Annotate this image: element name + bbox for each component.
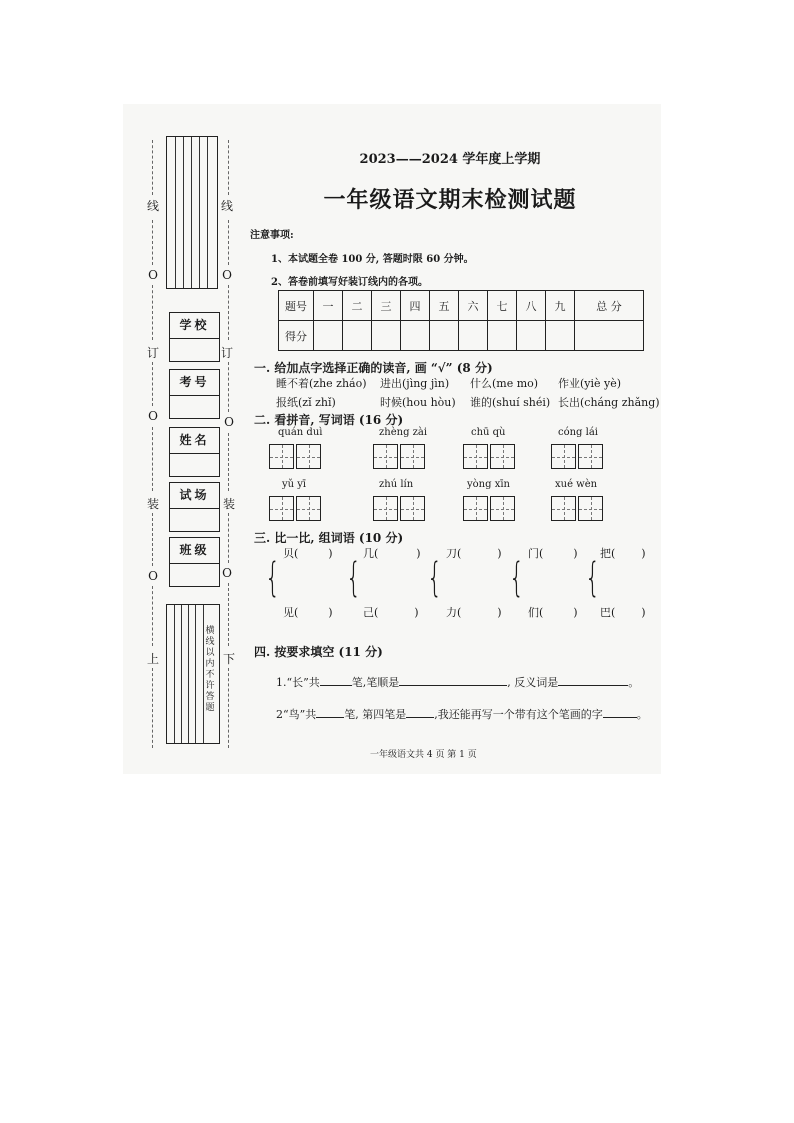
word-blank[interactable] [283, 545, 333, 561]
brace-icon: { [265, 555, 281, 601]
writing-grid[interactable] [463, 496, 517, 521]
binding-char: O [148, 569, 158, 583]
pinyin-label: xué wèn [555, 479, 598, 490]
section-3-title: 三. 比一比, 组词语 (10 分) [254, 531, 404, 545]
school-field-label: 学校 [170, 313, 219, 339]
pronunciation-choice[interactable]: 什么(me mo) [470, 377, 539, 390]
word-blank[interactable] [446, 604, 502, 620]
section-2-title: 二. 看拼音, 写词语 (16 分) [254, 413, 404, 427]
word-blank[interactable] [600, 545, 646, 561]
score-input-cell[interactable] [401, 321, 430, 351]
binding-char: O [222, 566, 232, 580]
class-field[interactable] [169, 537, 220, 587]
note-char: 线 [205, 637, 215, 647]
section-1-title: 一. 给加点字选择正确的读音, 画 “√” (8 分) [254, 361, 493, 375]
fill-text: , 反义词是 [507, 676, 559, 689]
binding-dashed-line [228, 362, 229, 412]
word-char: 把( [600, 547, 616, 560]
word-char: 见( [283, 606, 299, 619]
paren-close: ) [641, 547, 646, 560]
paren-close: ) [328, 547, 333, 560]
pinyin-label: cóng lái [558, 427, 598, 438]
note-char: 答 [205, 692, 215, 702]
score-table-score-row [279, 321, 644, 351]
table-cell: 四 [401, 291, 430, 321]
word-blank[interactable] [446, 545, 502, 561]
fill-line-2 [276, 705, 648, 722]
pronunciation-choice[interactable]: 时候(hou hòu) [380, 396, 456, 409]
table-cell: 总 分 [575, 291, 644, 321]
fill-blank[interactable] [320, 673, 352, 686]
word-blank[interactable] [600, 604, 646, 620]
fill-text: 笔,笔顺是 [351, 676, 400, 689]
brace-icon: { [509, 555, 525, 601]
brace-icon: { [427, 555, 443, 601]
word-blank[interactable] [528, 604, 578, 620]
brace-icon: { [585, 555, 601, 601]
binding-dashed-line [152, 285, 153, 340]
word-char: 己( [363, 606, 379, 619]
word-blank[interactable] [363, 545, 421, 561]
term-heading: 2023——2024 学年度上学期 [359, 152, 541, 167]
word-char: 巴( [600, 606, 616, 619]
word-char: 力( [446, 606, 462, 619]
paren-close: ) [641, 606, 646, 619]
binding-dashed-line [228, 140, 229, 195]
score-input-cell[interactable] [488, 321, 517, 351]
name-field-label: 姓名 [170, 428, 219, 454]
fill-blank[interactable] [406, 705, 434, 718]
pronunciation-choice[interactable]: 睡不着(zhe zháo) [276, 377, 367, 390]
pronunciation-choice[interactable]: 进出(jìng jìn) [380, 377, 450, 390]
binding-dashed-line [228, 668, 229, 748]
word-blank[interactable] [528, 545, 578, 561]
score-input-cell[interactable] [314, 321, 343, 351]
binding-dashed-line [228, 513, 229, 563]
class-field-label: 班级 [170, 538, 219, 564]
fill-blank[interactable] [558, 673, 628, 686]
exam-room-field-label: 试场 [170, 483, 219, 509]
fill-line-1 [276, 673, 639, 690]
score-input-cell[interactable] [546, 321, 575, 351]
exam-room-field[interactable] [169, 482, 220, 532]
binding-dashed-line [152, 513, 153, 566]
pinyin-label: chū qù [471, 427, 506, 438]
writing-grid[interactable] [269, 496, 323, 521]
binding-char: 装 [146, 497, 159, 511]
paren-close: ) [416, 547, 421, 560]
word-char: 刀( [446, 547, 462, 560]
binding-char: 上 [146, 652, 159, 666]
binding-dashed-line [152, 668, 153, 748]
binding-dashed-line [152, 220, 153, 265]
binding-dashed-line [152, 362, 153, 406]
table-cell: 九 [546, 291, 575, 321]
word-blank[interactable] [283, 604, 333, 620]
writing-grid[interactable] [373, 444, 427, 469]
score-input-cell[interactable] [459, 321, 488, 351]
writing-grid[interactable] [551, 444, 605, 469]
binding-char: 订 [220, 346, 233, 360]
binding-char: 下 [222, 652, 235, 666]
exam-number-field[interactable] [169, 369, 220, 419]
paren-close: ) [497, 606, 502, 619]
binding-dashed-line [152, 140, 153, 195]
score-input-cell[interactable] [372, 321, 401, 351]
table-cell: 得分 [279, 321, 314, 351]
exam-number-field-label: 考号 [170, 370, 219, 396]
score-input-cell[interactable] [517, 321, 546, 351]
section-4-title: 四. 按要求填空 (11 分) [254, 645, 383, 659]
table-cell: 五 [430, 291, 459, 321]
table-cell: 六 [459, 291, 488, 321]
paren-close: ) [573, 547, 578, 560]
pinyin-label: zhèng zài [379, 427, 428, 438]
school-field[interactable] [169, 312, 220, 362]
pinyin-label: yǔ yī [282, 479, 307, 490]
note-char: 以 [205, 648, 215, 658]
score-table-header-row [279, 291, 644, 321]
brace-icon: { [346, 555, 362, 601]
binding-dashed-line [228, 583, 229, 646]
fill-text: 笔, 第四笔是 [344, 708, 407, 721]
writing-grid[interactable] [551, 496, 605, 521]
pronunciation-choice[interactable]: 谁的(shuí shéi) [470, 396, 551, 409]
binding-char: 订 [146, 346, 159, 360]
word-char: 贝( [283, 547, 299, 560]
notice-item: 1、本试题全卷 100 分, 答题时限 60 分钟。 [271, 254, 474, 265]
note-char: 许 [205, 681, 215, 691]
notice-item: 2、答卷前填写好装订线内的各项。 [271, 277, 428, 288]
binding-char: O [222, 268, 232, 282]
word-char: 门( [528, 547, 544, 560]
binding-dashed-line [228, 433, 229, 491]
note-char: 内 [205, 659, 215, 669]
score-input-cell[interactable] [575, 321, 644, 351]
fill-text: 。 [636, 708, 648, 721]
binding-dashed-line [152, 586, 153, 646]
paren-close: ) [573, 606, 578, 619]
fill-blank[interactable] [399, 673, 507, 686]
pronunciation-choice[interactable]: 长出(cháng zhǎng) [558, 396, 660, 409]
pronunciation-choice[interactable]: 报纸(zǐ zhǐ) [276, 396, 336, 409]
binding-dashed-line [228, 285, 229, 340]
binding-char: 装 [222, 497, 235, 511]
binding-dashed-line [228, 220, 229, 265]
fill-text: ,我还能再写一个带有这个笔画的字 [434, 708, 603, 721]
table-cell: 七 [488, 291, 517, 321]
word-char: 们( [528, 606, 544, 619]
paren-close: ) [497, 547, 502, 560]
pinyin-label: zhú lín [379, 479, 414, 490]
paren-close: ) [414, 606, 419, 619]
pronunciation-choice[interactable]: 作业(yiè yè) [558, 377, 622, 390]
binding-dashed-line [152, 427, 153, 491]
binding-char: 线 [220, 199, 233, 213]
binding-char: O [224, 415, 234, 429]
binding-char: O [148, 268, 158, 282]
note-char: 不 [205, 670, 215, 680]
score-input-cell[interactable] [430, 321, 459, 351]
notice-heading: 注意事项: [250, 230, 294, 241]
fill-blank[interactable] [603, 705, 637, 718]
writing-grid[interactable] [373, 496, 427, 521]
table-cell: 八 [517, 291, 546, 321]
note-char: 题 [205, 703, 215, 713]
pinyin-label: quán duì [278, 427, 323, 438]
fill-blank[interactable] [316, 705, 344, 718]
binding-strip-top [166, 136, 218, 289]
word-blank[interactable] [363, 604, 419, 620]
page-footer: 一年级语文共 4 页 第 1 页 [370, 750, 477, 760]
note-char: 横 [205, 626, 215, 636]
name-field[interactable] [169, 427, 220, 477]
pinyin-label: yòng xīn [467, 479, 510, 490]
writing-grid[interactable] [463, 444, 517, 469]
score-input-cell[interactable] [343, 321, 372, 351]
word-char: 几( [363, 547, 379, 560]
paren-close: ) [328, 606, 333, 619]
fill-text: 1.“长”共 [276, 676, 320, 689]
table-cell: 题号 [279, 291, 314, 321]
table-cell: 二 [343, 291, 372, 321]
fill-text: 。 [628, 676, 640, 689]
binding-char: 线 [146, 199, 159, 213]
table-cell: 三 [372, 291, 401, 321]
binding-char: O [148, 409, 158, 423]
table-cell: 一 [314, 291, 343, 321]
page-title: 一年级语文期末检测试题 [323, 187, 577, 213]
writing-grid[interactable] [269, 444, 323, 469]
fill-text: 2“鸟”共 [276, 708, 317, 721]
score-table [278, 290, 644, 351]
